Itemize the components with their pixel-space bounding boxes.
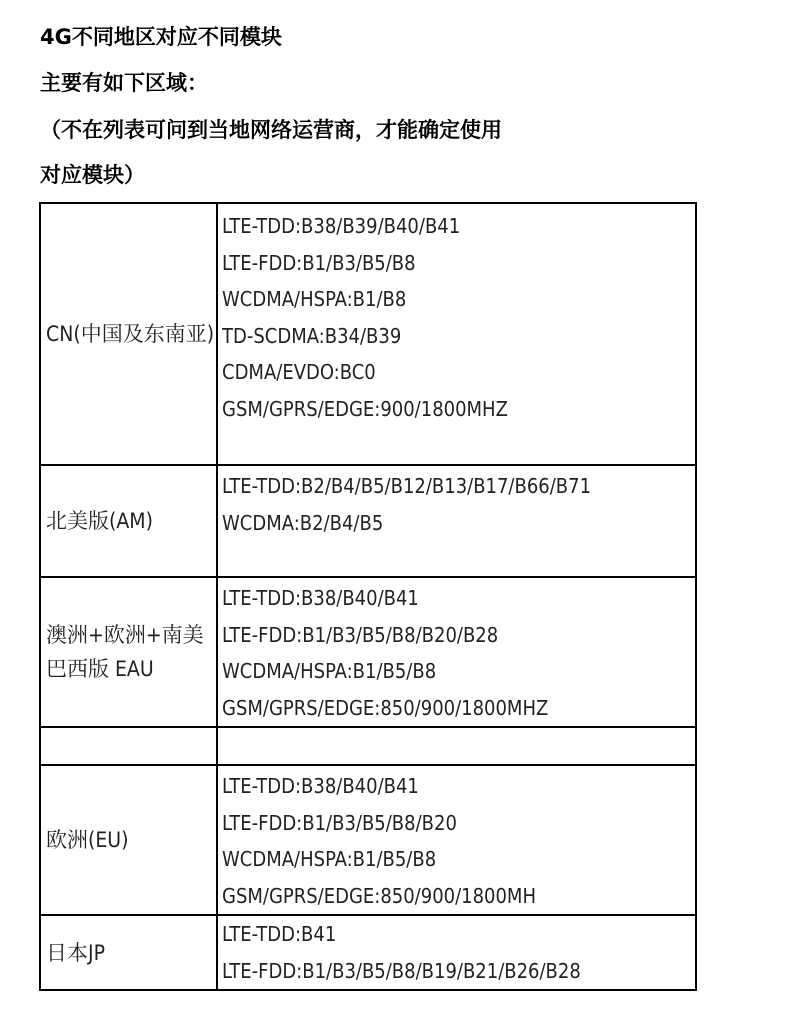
- region-name: 澳洲+欧洲+南美巴西版 EAU: [46, 623, 204, 681]
- bands-cell: [217, 727, 696, 765]
- table-row-eu: [40, 765, 696, 915]
- document-title: 4G不同地区对应不同模块: [40, 25, 282, 49]
- bands-cell: [217, 577, 696, 727]
- band-line: LTE-FDD:B1/B3/B5/B8/B20/B28: [222, 622, 499, 647]
- region-name: 欧洲(EU): [46, 828, 129, 852]
- band-line: LTE-FDD:B1/B3/B5/B8: [222, 250, 416, 275]
- region-cell: [40, 203, 217, 465]
- bands-cell: [217, 203, 696, 465]
- table-row-empty: [40, 727, 696, 765]
- band-line: WCDMA/HSPA:B1/B5/B8: [222, 659, 437, 683]
- band-line: WCDMA/HSPA:B1/B8: [222, 287, 407, 311]
- band-line: LTE-TDD:B2/B4/B5/B12/B13/B17/B66/B71: [222, 474, 592, 498]
- table-row-cn: [40, 203, 696, 465]
- region-band-table: [39, 202, 697, 991]
- region-name: 日本JP: [46, 940, 105, 965]
- regions-intro: 主要有如下区域：: [40, 71, 208, 95]
- band-line: TD-SCDMA:B34/B39: [222, 323, 402, 348]
- band-line: LTE-FDD:B1/B3/B5/B8/B20: [222, 810, 457, 835]
- table-row-jp: [40, 915, 696, 990]
- table-row-am: [40, 465, 696, 577]
- table-row-eau: [40, 577, 696, 727]
- band-line: LTE-TDD:B41: [222, 922, 337, 946]
- note-line-1: （不在列表可问到当地网络运营商，才能确定使用: [40, 118, 502, 142]
- region-cell: [40, 465, 217, 577]
- band-line: LTE-TDD:B38/B40/B41: [222, 586, 419, 610]
- band-line: LTE-FDD:B1/B3/B5/B8/B19/B21/B26/B28: [222, 958, 581, 983]
- region-name: CN(中国及东南亚): [46, 322, 215, 346]
- band-line: WCDMA/HSPA:B1/B5/B8: [222, 847, 437, 871]
- region-cell: [40, 765, 217, 915]
- band-line: GSM/GPRS/EDGE:900/1800MHZ: [222, 396, 508, 421]
- bands-cell: [217, 915, 696, 990]
- bands-cell: [217, 765, 696, 915]
- band-line: GSM/GPRS/EDGE:850/900/1800MHZ: [222, 695, 549, 720]
- region-name: 北美版(AM): [46, 509, 153, 533]
- band-line: LTE-TDD:B38/B40/B41: [222, 774, 419, 798]
- band-line: CDMA/EVDO:BC0: [222, 360, 376, 384]
- region-cell: [40, 727, 217, 765]
- bands-cell: [217, 465, 696, 577]
- band-line: GSM/GPRS/EDGE:850/900/1800MH: [222, 883, 536, 908]
- band-line: LTE-TDD:B38/B39/B40/B41: [222, 214, 461, 238]
- band-line: WCDMA:B2/B4/B5: [222, 510, 384, 535]
- region-cell: [40, 577, 217, 727]
- region-cell: [40, 915, 217, 990]
- note-line-2: 对应模块）: [40, 163, 145, 187]
